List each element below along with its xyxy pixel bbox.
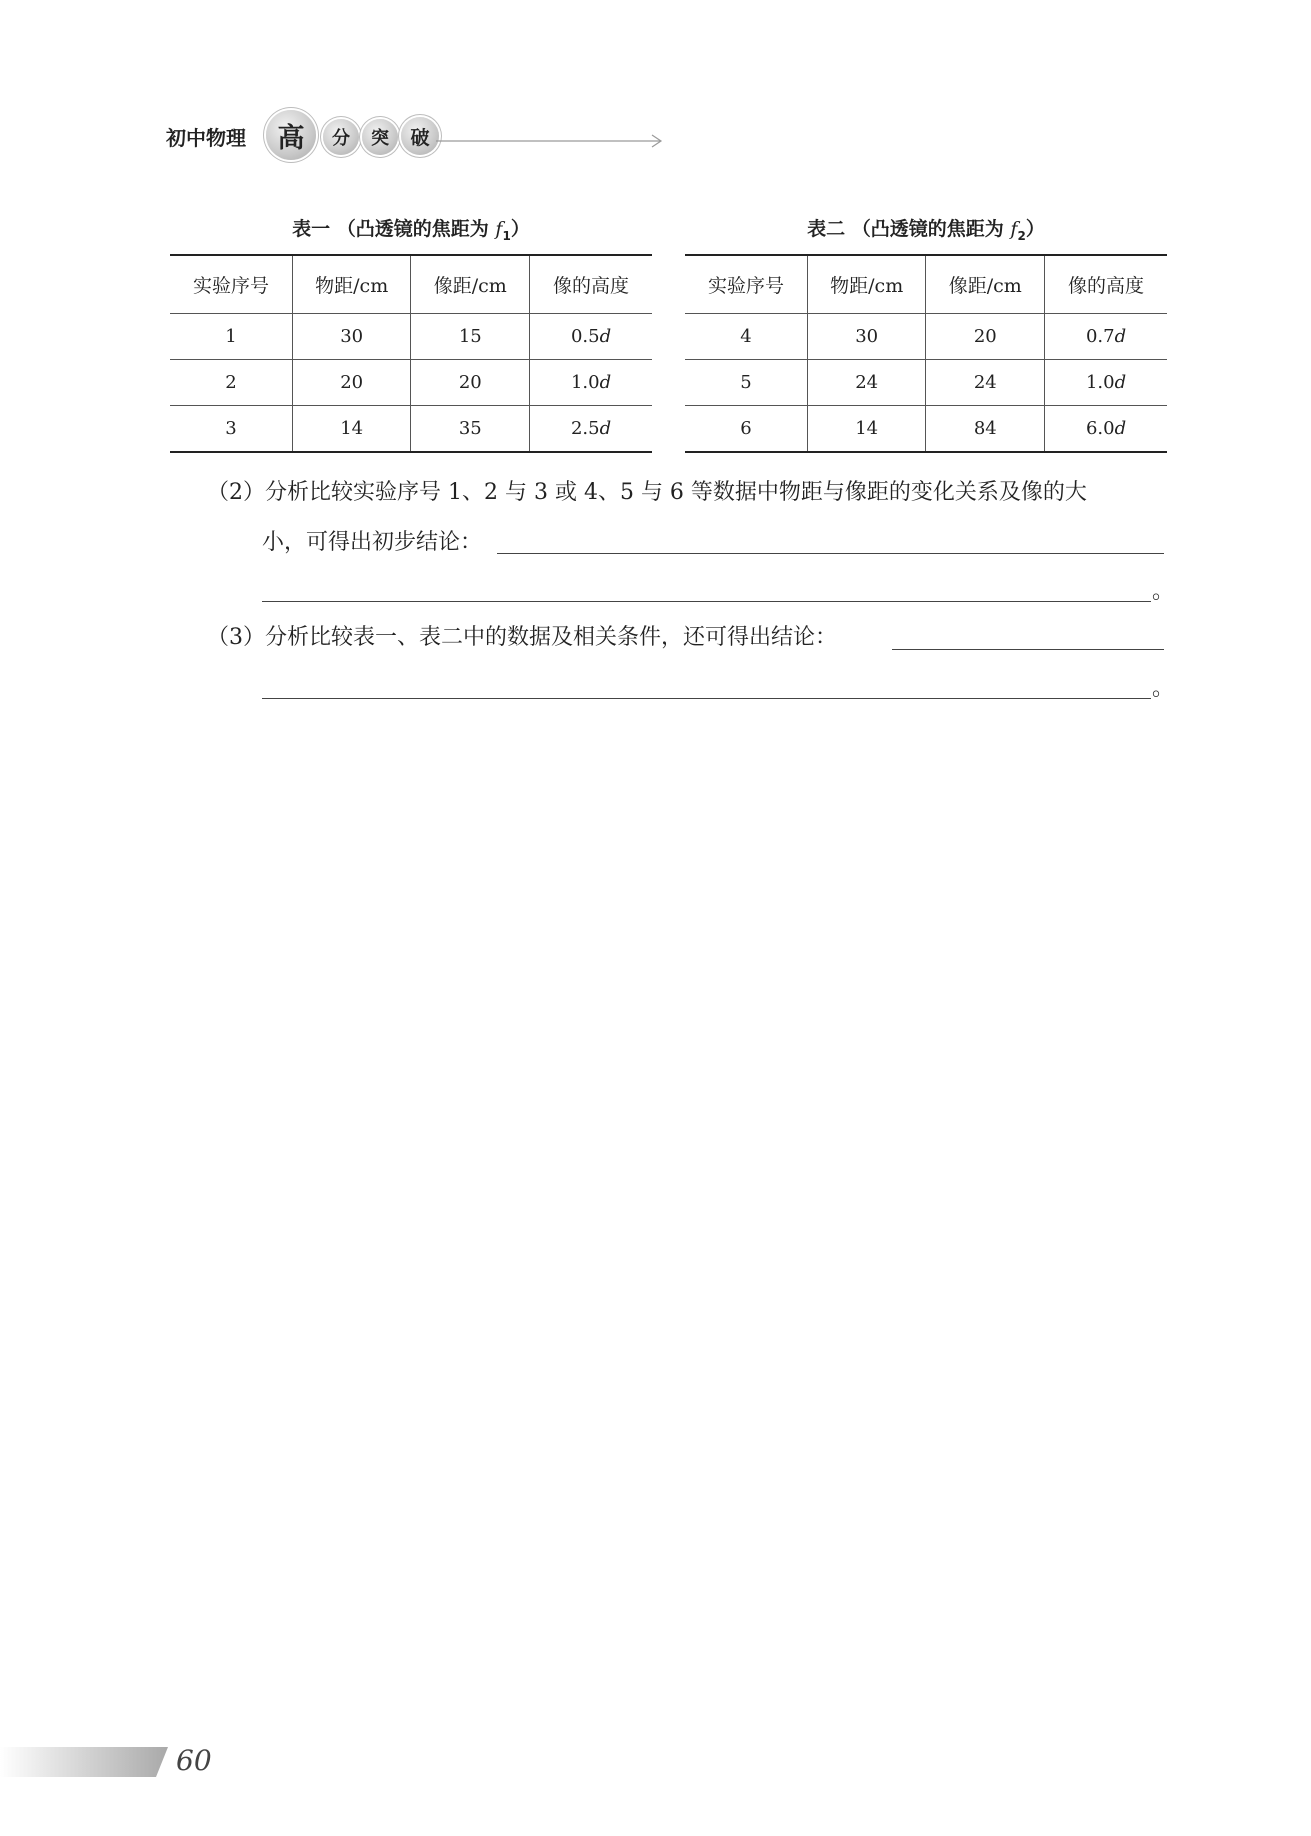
header-arrow-icon — [436, 134, 664, 148]
table-two-grid — [685, 254, 1167, 453]
cell-object-distance: 14 — [292, 406, 411, 453]
table-row — [685, 314, 1167, 360]
period-mark: 。 — [1152, 579, 1175, 604]
question-2-line-1: （2）分析比较实验序号 1、2 与 3 或 4、5 与 6 等数据中物距与像距的变化关系及像的大 — [207, 480, 1087, 505]
cell-number: 3 — [170, 406, 292, 453]
table-row — [685, 360, 1167, 406]
question-2-line-2: 小，可得出初步结论： — [262, 530, 483, 555]
cell-object-distance: 30 — [807, 314, 926, 360]
cell-image-height: 1.0d — [1045, 360, 1167, 406]
cell-image-distance: 15 — [411, 314, 530, 360]
answer-blank-q2-b[interactable] — [262, 601, 1151, 602]
table-two-caption: 表二 （凸透镜的焦距为 $f_2$） — [807, 218, 1045, 243]
table-row — [170, 314, 652, 360]
header-cell: 物距/cm — [807, 255, 926, 314]
cell-image-distance: 35 — [411, 406, 530, 453]
answer-blank-q3-a[interactable] — [892, 649, 1164, 650]
cell-object-distance: 14 — [807, 406, 926, 453]
table-row — [170, 360, 652, 406]
running-header — [166, 110, 526, 162]
table-row — [685, 406, 1167, 453]
header-cell: 实验序号 — [192, 275, 269, 297]
cell-number: 1 — [170, 314, 292, 360]
footer-bar — [0, 1747, 168, 1777]
cell-image-height: 0.5d — [530, 314, 652, 360]
header-cell: 像的高度 — [1045, 255, 1167, 314]
cell-image-height: 6.0d — [1045, 406, 1167, 453]
header-cell: 像距/cm — [926, 255, 1045, 314]
cell-object-distance: 20 — [292, 360, 411, 406]
table-row — [170, 406, 652, 453]
cell-image-distance: 20 — [411, 360, 530, 406]
header-cell: 物距/cm — [292, 255, 411, 314]
table-one-grid — [170, 254, 652, 453]
header-circle-3: 突 — [362, 119, 398, 155]
cell-image-distance: 24 — [926, 360, 1045, 406]
question-3-line-1: （3）分析比较表一、表二中的数据及相关条件，还可得出结论： — [207, 625, 837, 650]
header-circle-2: 分 — [323, 119, 359, 155]
period-mark: 。 — [1152, 676, 1175, 701]
answer-blank-q3-b[interactable] — [262, 698, 1151, 699]
answer-blank-q2-a[interactable] — [497, 553, 1164, 554]
cell-number: 4 — [685, 314, 807, 360]
table-header-row — [170, 255, 652, 314]
header-circle-4: 破 — [401, 117, 439, 155]
header-cell: 像的高度 — [530, 255, 652, 314]
table-one-caption: 表一 （凸透镜的焦距为 $f_1$） — [292, 218, 530, 243]
cell-number: 6 — [685, 406, 807, 453]
cell-object-distance: 24 — [807, 360, 926, 406]
cell-image-height: 0.7d — [1045, 314, 1167, 360]
header-cell: 像距/cm — [411, 255, 530, 314]
header-circle-1: 高 — [266, 110, 316, 160]
cell-number: 2 — [170, 360, 292, 406]
cell-object-distance: 30 — [292, 314, 411, 360]
cell-image-distance: 20 — [926, 314, 1045, 360]
table-header-row — [685, 255, 1167, 314]
cell-number: 5 — [685, 360, 807, 406]
cell-image-height: 2.5d — [530, 406, 652, 453]
table-two — [685, 212, 1167, 453]
page-number: 60 — [176, 1744, 212, 1777]
table-one — [170, 212, 652, 453]
cell-image-distance: 84 — [926, 406, 1045, 453]
cell-image-height: 1.0d — [530, 360, 652, 406]
series-title: 初中物理 — [166, 126, 246, 150]
header-cell: 实验序号 — [707, 275, 784, 297]
